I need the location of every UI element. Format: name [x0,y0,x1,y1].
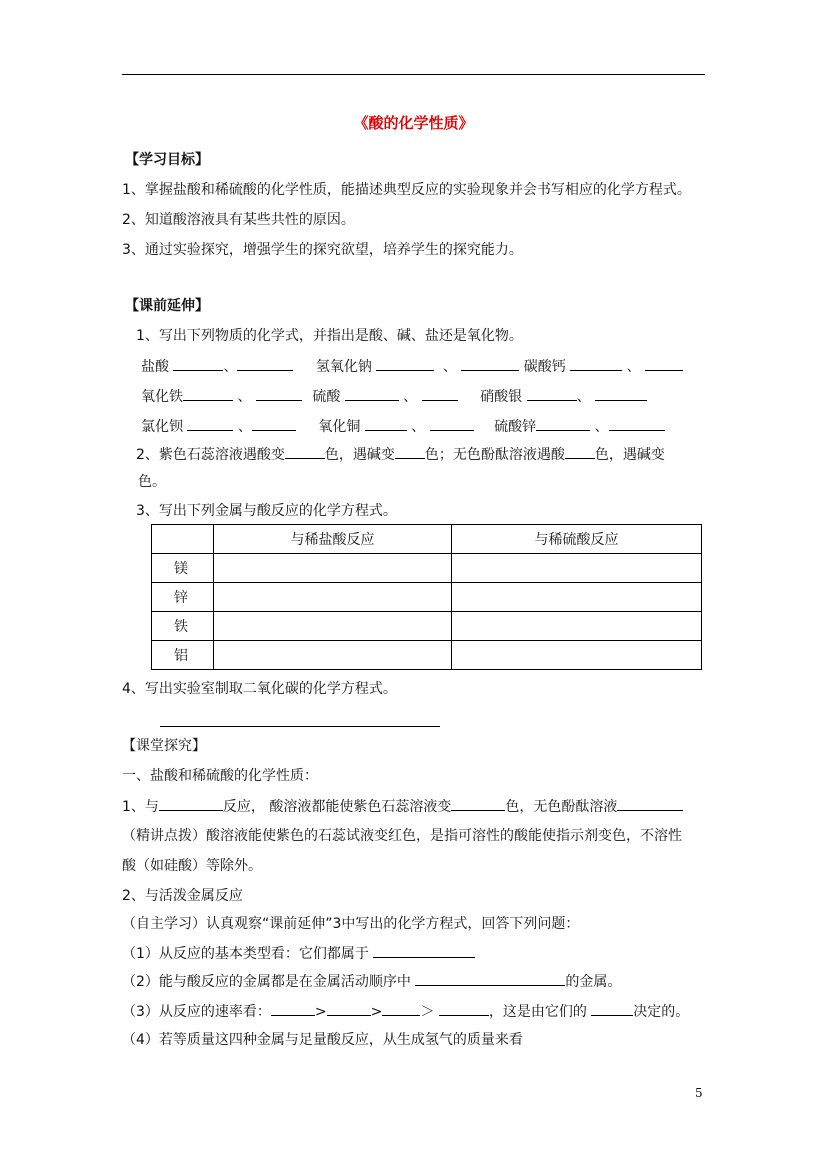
inclass-header: 【课堂探究】 [122,738,206,754]
inclass-p1: 1、与 反应， 酸溶液都能使紫色石蕊溶液变 色，无色酚酞溶液 [122,796,683,817]
metal-cell: 锌 [152,583,214,612]
blank[interactable] [256,386,302,401]
blank[interactable] [376,356,434,371]
inclass-p3: 酸（如硅酸）等除外。 [122,858,262,874]
preview-q1: 1、写出下列物质的化学式，并指出是酸、碱、盐还是氧化物。 [136,328,523,344]
goals-header: 【学习目标】 [125,152,209,168]
blank[interactable] [327,1001,371,1016]
blank[interactable] [527,386,577,401]
table-header-cell: 与稀硫酸反应 [452,525,702,554]
answer-line[interactable] [160,726,440,727]
preview-q2: 2、紫色石蕊溶液遇酸变 色，遇碱变 色；无色酚酞溶液遇酸 色，遇碱变 [136,444,665,465]
answer-cell[interactable] [214,641,452,670]
goal-item-1: 1、掌握盐酸和稀硫酸的化学性质，能描述典型反应的实验现象并会书写相应的化学方程式。 [122,182,691,198]
page-title: 《酸的化学性质》 [353,114,474,132]
blank[interactable] [345,386,399,401]
blank[interactable] [365,416,407,431]
inclass-p8: （3）从反应的速率看： > > ＞ ，这是由它们的 决定的。 [122,1001,689,1022]
answer-cell[interactable] [214,583,452,612]
header-rule [122,74,705,75]
formula-row-1: 盐酸 、 氢氧化钠 、 碳酸钙 、 [141,356,683,377]
blank[interactable] [395,444,425,459]
blank[interactable] [252,416,296,431]
preview-q3: 3、写出下列金属与酸反应的化学方程式。 [136,503,397,519]
blank[interactable] [271,1001,315,1016]
answer-cell[interactable] [214,554,452,583]
answer-cell[interactable] [452,612,702,641]
preview-header: 【课前延伸】 [125,298,209,314]
answer-cell[interactable] [452,583,702,612]
blank[interactable] [565,444,595,459]
blank[interactable] [591,1001,633,1016]
answer-cell[interactable] [452,641,702,670]
inclass-p4: 2、与活泼金属反应 [122,888,243,904]
blank[interactable] [159,796,223,811]
inclass-p6: （1）从反应的基本类型看：它们都属于 [122,943,475,964]
inclass-p7: （2）能与酸反应的金属都是在金属活动顺序中 的金属。 [122,971,621,992]
blank[interactable] [595,386,647,401]
table-header-cell: 与稀盐酸反应 [214,525,452,554]
goal-item-2: 2、知道酸溶液具有某些共性的原因。 [122,212,355,228]
goal-item-3: 3、通过实验探究，增强学生的探究欲望，培养学生的探究能力。 [122,242,523,258]
table-header-cell [152,525,214,554]
blank[interactable] [609,416,665,431]
blank[interactable] [173,356,223,371]
table-row [152,641,702,670]
blank[interactable] [645,356,683,371]
blank[interactable] [536,416,590,431]
formula-row-2: 氧化铁 、 硫酸 、 硝酸银 、 [141,386,647,407]
blank[interactable] [451,796,505,811]
blank[interactable] [373,943,475,958]
answer-cell[interactable] [214,612,452,641]
blank[interactable] [617,796,683,811]
inclass-p9: （4）若等质量这四种金属与足量酸反应，从生成氢气的质量来看 [122,1032,523,1048]
table-row [152,525,702,554]
blank[interactable] [187,416,233,431]
blank[interactable] [285,444,325,459]
blank[interactable] [422,386,458,401]
table-row [152,583,702,612]
inclass-p2: （精讲点拨）酸溶液能使紫色的石蕊试液变红色，是指可溶性的酸能使指示剂变色，不溶性 [122,828,682,844]
metal-cell: 铝 [152,641,214,670]
page-number: 5 [695,1086,703,1100]
metal-cell: 镁 [152,554,214,583]
blank[interactable] [415,971,565,986]
blank[interactable] [237,356,293,371]
blank[interactable] [382,1001,420,1016]
reaction-table [151,524,702,670]
preview-q4: 4、写出实验室制取二氧化碳的化学方程式。 [122,681,397,697]
blank[interactable] [570,356,622,371]
table-row [152,612,702,641]
table-row [152,554,702,583]
blank[interactable] [439,1001,489,1016]
formula-row-3: 氯化钡 、 氧化铜 、 硫酸锌 、 [141,416,665,437]
inclass-p5: （自主学习）认真观察“课前延伸”3中写出的化学方程式，回答下列问题： [122,916,580,932]
metal-cell: 铁 [152,612,214,641]
inclass-section-1: 一、盐酸和稀硫酸的化学性质： [122,768,318,784]
blank[interactable] [183,386,233,401]
blank[interactable] [430,416,474,431]
blank[interactable] [461,356,519,371]
preview-q2-tail: 色。 [138,474,166,490]
answer-cell[interactable] [452,554,702,583]
